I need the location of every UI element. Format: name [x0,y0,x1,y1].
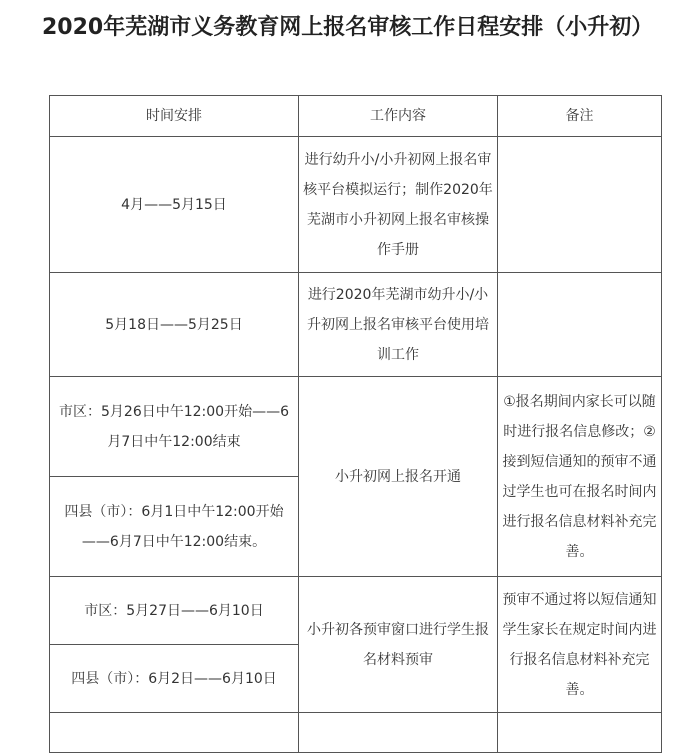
table-row [50,377,662,477]
cell-content: 小升初网上报名开通 [299,377,498,577]
header-note: 备注 [498,96,662,137]
cell-content: 小升初各预审窗口进行学生报名材料预审 [299,577,498,713]
cell-note: 预审不通过将以短信通知学生家长在规定时间内进行报名信息材料补充完善。 [498,577,662,713]
header-content: 工作内容 [299,96,498,137]
cell-time: 5月18日——5月25日 [50,273,299,377]
cell-empty [498,713,662,753]
cell-time: 4月——5月15日 [50,137,299,273]
cell-time-city: 市区：5月27日——6月10日 [50,577,299,645]
header-time: 时间安排 [50,96,299,137]
table-row [50,137,662,273]
table-row [50,273,662,377]
cell-note: ①报名期间内家长可以随时进行报名信息修改；②接到短信通知的预审不通过学生也可在报名时间内进行报名信息材料补充完善。 [498,377,662,577]
cell-time-city: 市区：5月26日中午12:00开始——6月7日中午12:00结束 [50,377,299,477]
page-title: 2020年芜湖市义务教育网上报名审核工作日程安排（小升初） [42,15,654,40]
schedule-table [49,95,662,753]
table-header-row [50,96,662,137]
cell-time-counties: 四县（市）：6月1日中午12:00开始——6月7日中午12:00结束。 [50,477,299,577]
cell-note [498,137,662,273]
cell-empty [50,713,299,753]
cell-content: 进行幼升小/小升初网上报名审核平台模拟运行；制作2020年芜湖市小升初网上报名审核操作手册 [299,137,498,273]
cell-content: 进行2020年芜湖市幼升小/小升初网上报名审核平台使用培训工作 [299,273,498,377]
table-row [50,713,662,753]
table-row [50,577,662,645]
cell-note [498,273,662,377]
cell-empty [299,713,498,753]
cell-time-counties: 四县（市）：6月2日——6月10日 [50,645,299,713]
